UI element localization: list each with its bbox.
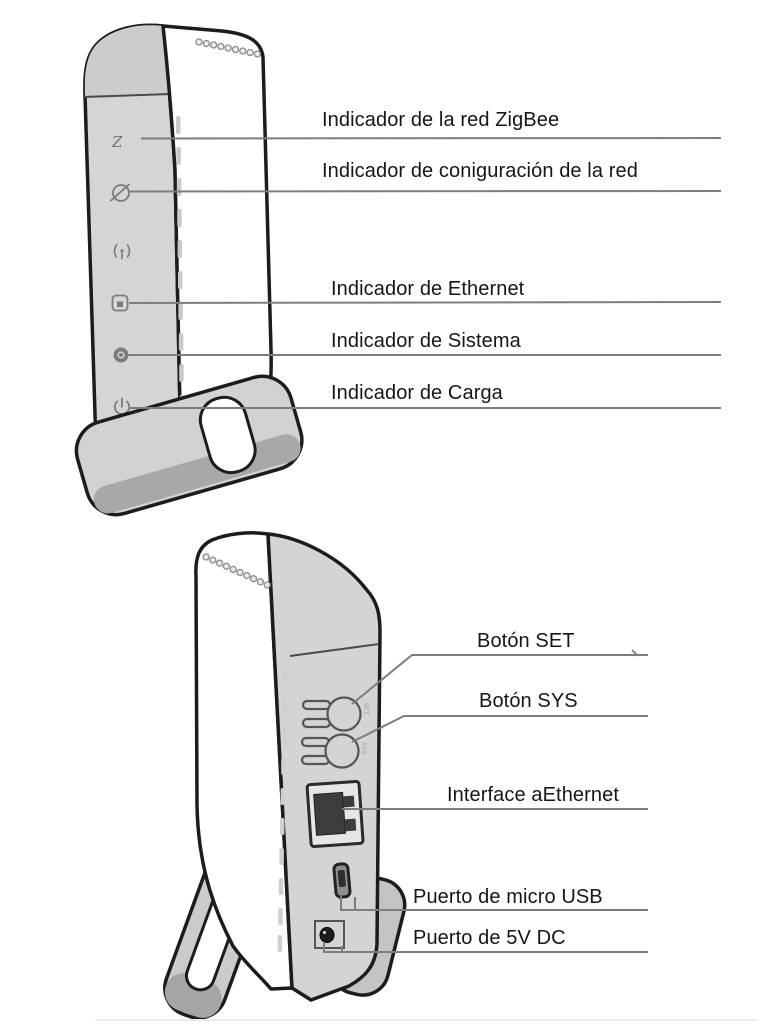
label-zigbee-indicator: Indicador de la red ZigBee: [322, 109, 560, 131]
micro-usb-port: [334, 863, 351, 897]
dc-power-port: [315, 921, 344, 948]
label-system-indicator: Indicador de Sistema: [331, 330, 521, 352]
label-charge-indicator: Indicador de Carga: [331, 382, 503, 404]
ethernet-port: [307, 781, 363, 846]
front-view-device: [69, 25, 309, 521]
back-view-device: [157, 533, 410, 1024]
page-footer-rule: [95, 1019, 758, 1021]
label-micro-usb-port: Puerto de micro USB: [413, 886, 603, 908]
leader-zigbee: [141, 138, 721, 139]
set-button-engraving: SET: [362, 703, 368, 715]
label-network-config-indicator: Indicador de coniguración de la red: [322, 160, 638, 182]
system-gear-led-icon: [116, 350, 127, 361]
leader-ethernet: [129, 302, 721, 303]
label-ethernet-indicator: Indicador de Ethernet: [331, 278, 525, 300]
label-dc-port: Puerto de 5V DC: [413, 927, 566, 949]
front-top-cap: [85, 25, 171, 97]
leader-config: [130, 191, 721, 192]
label-set-button: Botón SET: [477, 630, 575, 652]
label-ethernet-interface: Interface aEthernet: [447, 784, 620, 806]
leader-sys: [352, 716, 648, 742]
label-sys-button: Botón SYS: [479, 690, 578, 712]
zigbee-led-icon: [111, 133, 123, 151]
sys-button-engraving: SYS: [360, 742, 366, 755]
svg-text:Z: Z: [112, 133, 123, 151]
